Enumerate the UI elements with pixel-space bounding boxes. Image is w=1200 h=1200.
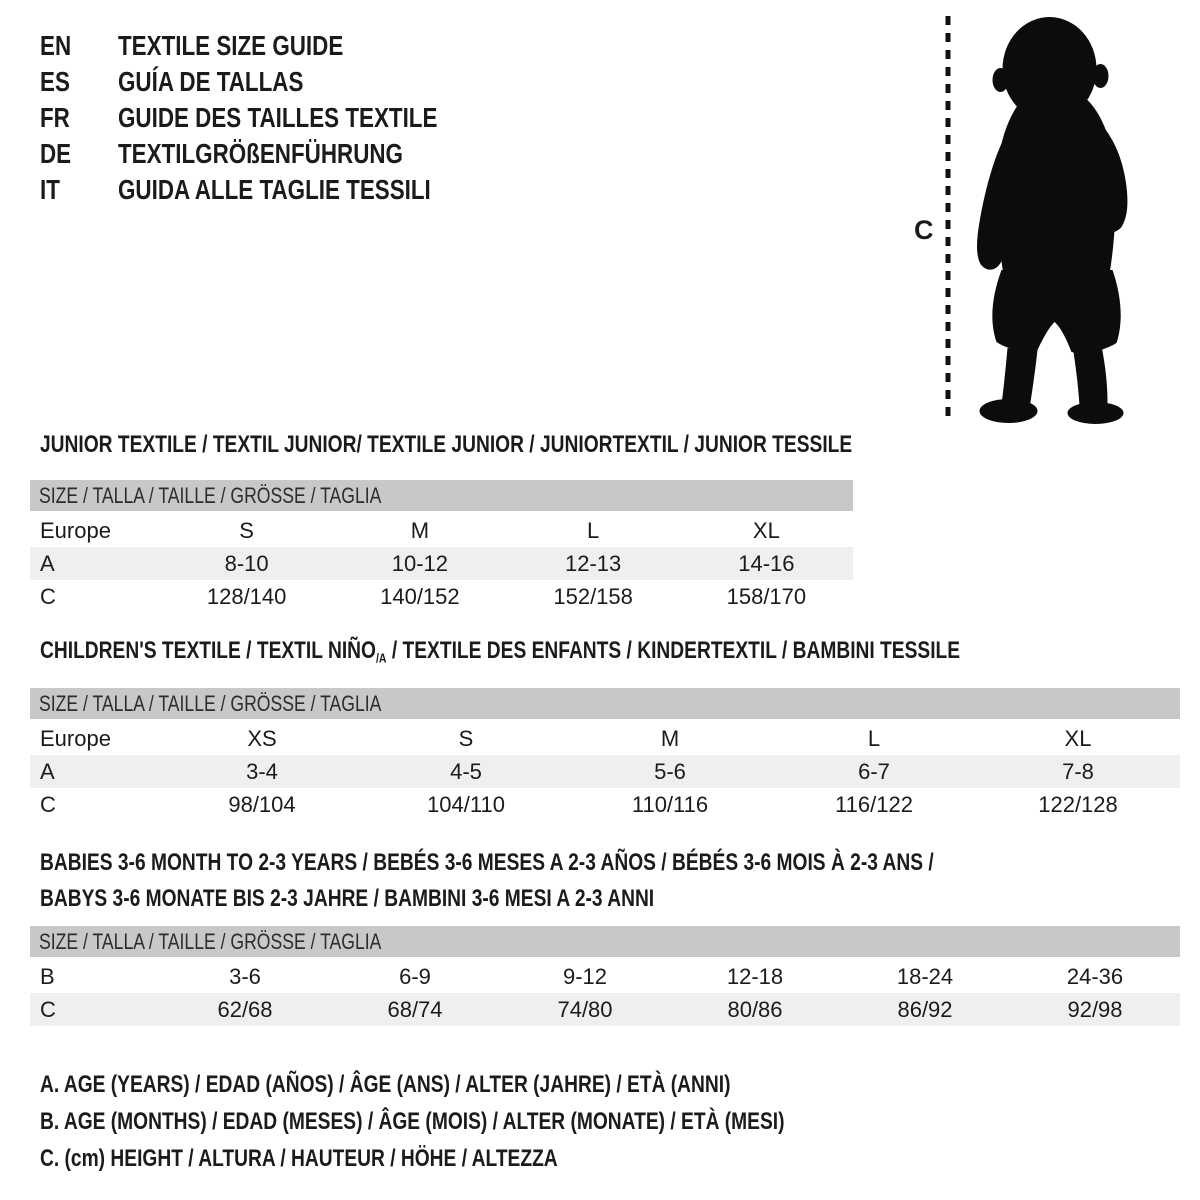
size-cell: L [587,517,600,543]
guide-title-de: TEXTILGRÖßENFÜHRUNG [118,138,403,169]
size-cell: L [867,725,881,751]
children-row-c [30,788,1180,821]
lang-code: IT [40,174,60,205]
row-label: A [40,550,55,576]
age-cell: 6-7 [858,758,890,784]
age-cell: 10-12 [391,550,449,576]
height-cell: 98/104 [228,791,296,817]
age-cell: 5-6 [654,758,686,784]
age-cell: 4-5 [450,758,482,784]
guide-title-it: GUIDA ALLE TAGLIE TESSILI [118,174,431,205]
height-cell: 116/122 [835,791,913,817]
size-header-label: SIZE / TALLA / TAILLE / GRÖSSE / TAGLIA [39,928,382,954]
height-cell: 110/116 [631,791,709,817]
age-cell: 24-36 [1066,963,1124,989]
size-cell: XL [752,517,780,543]
lang-code: EN [40,30,72,61]
babies-title-line2: BABYS 3-6 MONATE BIS 2-3 JAHRE / BAMBINI 3-6 MESI A 2-3 ANNI [40,885,655,912]
guide-title-fr: GUIDE DES TAILLES TEXTILE [118,102,438,133]
row-label: A [40,758,55,784]
height-cell: 86/92 [897,996,953,1022]
height-cell: 128/140 [206,583,287,609]
age-cell: 3-4 [246,758,278,784]
legend-line-b [40,1103,971,1140]
lang-row-de [40,136,517,172]
lang-code: DE [40,138,72,169]
size-header-label: SIZE / TALLA / TAILLE / GRÖSSE / TAGLIA [39,690,382,716]
measurement-legend [40,1066,971,1177]
toddler-silhouette-icon [962,12,1160,427]
age-cell: 12-18 [726,963,784,989]
junior-row-europe [30,514,853,547]
size-cell: M [660,725,680,751]
row-label: Europe [40,725,111,751]
legend-line-a-text: A. AGE (YEARS) / EDAD (AÑOS) / ÂGE (ANS) / ALTER (JAHRE) / ETÀ (ANNI) [40,1071,731,1098]
junior-row-a [30,547,853,580]
height-cell: 104/110 [427,791,505,817]
lang-row-es [40,64,517,100]
age-cell: 3-6 [229,963,261,989]
babies-size-header-bar [30,926,1180,957]
size-cell: XL [1064,725,1092,751]
age-cell: 8-10 [224,550,269,576]
size-cell: M [410,517,430,543]
lang-code: ES [40,66,70,97]
age-cell: 7-8 [1062,758,1094,784]
row-label: B [40,963,55,989]
height-cell: 158/170 [726,583,807,609]
size-cell: XS [247,725,277,751]
lang-row-fr [40,100,517,136]
size-cell: S [458,725,474,751]
height-cell: 140/152 [380,583,460,609]
height-cell: 74/80 [557,996,613,1022]
babies-title-line1: BABIES 3-6 MONTH TO 2-3 YEARS / BEBÉS 3-6 MESES A 2-3 AÑOS / BÉBÉS 3-6 MOIS À 2-3 ANS / [40,849,934,876]
children-title-sub: /A [375,650,387,666]
row-label: C [40,791,56,817]
junior-row-c [30,580,853,613]
size-header-label: SIZE / TALLA / TAILLE / GRÖSSE / TAGLIA [39,482,382,508]
height-measure-dashed-line [944,16,952,418]
junior-size-header-bar [30,480,853,511]
legend-line-a [40,1066,971,1103]
lang-code: FR [40,102,70,133]
size-cell: S [239,517,254,543]
children-title-post: / TEXTILE DES ENFANTS / KINDERTEXTIL / BAMBINI TESSILE [386,637,961,664]
children-size-table [30,688,1180,821]
babies-size-table [30,926,1180,1026]
children-title-pre: CHILDREN'S TEXTILE / TEXTIL NIÑO [40,637,376,664]
age-cell: 14-16 [738,550,795,576]
row-label: C [40,583,56,609]
guide-title-es: GUÍA DE TALLAS [118,66,304,97]
lang-row-it [40,172,517,208]
babies-row-c [30,993,1180,1026]
children-section-title [40,636,1190,674]
age-cell: 12-13 [564,550,622,576]
height-cell: 152/158 [553,583,633,609]
children-row-europe [30,722,1180,755]
row-label: Europe [40,517,111,543]
age-cell: 6-9 [399,963,431,989]
height-cell: 68/74 [387,996,443,1022]
children-size-header-bar [30,688,1180,719]
lang-row-en [40,28,517,64]
height-cell: 62/68 [217,996,273,1022]
height-cell: 80/86 [727,996,783,1022]
junior-size-table [30,480,853,613]
babies-row-b [30,960,1180,993]
row-label: C [40,996,56,1022]
language-title-list [40,28,517,208]
babies-section-title [40,845,1157,917]
legend-line-c [40,1140,971,1177]
junior-section-title-text: JUNIOR TEXTILE / TEXTIL JUNIOR/ TEXTILE JUNIOR / JUNIORTEXTIL / JUNIOR TESSILE [40,431,853,458]
height-cell: 92/98 [1067,996,1123,1022]
children-section-title-text [40,636,960,674]
height-measure-label: C [914,215,934,245]
age-cell: 9-12 [562,963,608,989]
legend-line-c-text: C. (cm) HEIGHT / ALTURA / HAUTEUR / HÖHE / ALTEZZA [40,1145,558,1172]
children-row-a [30,755,1180,788]
guide-title-en: TEXTILE SIZE GUIDE [118,30,344,61]
age-cell: 18-24 [896,963,954,989]
legend-line-b-text: B. AGE (MONTHS) / EDAD (MESES) / ÂGE (MOIS) / ALTER (MONATE) / ETÀ (MESI) [40,1108,785,1135]
junior-section-title [40,430,1055,460]
height-cell: 122/128 [1038,791,1118,817]
